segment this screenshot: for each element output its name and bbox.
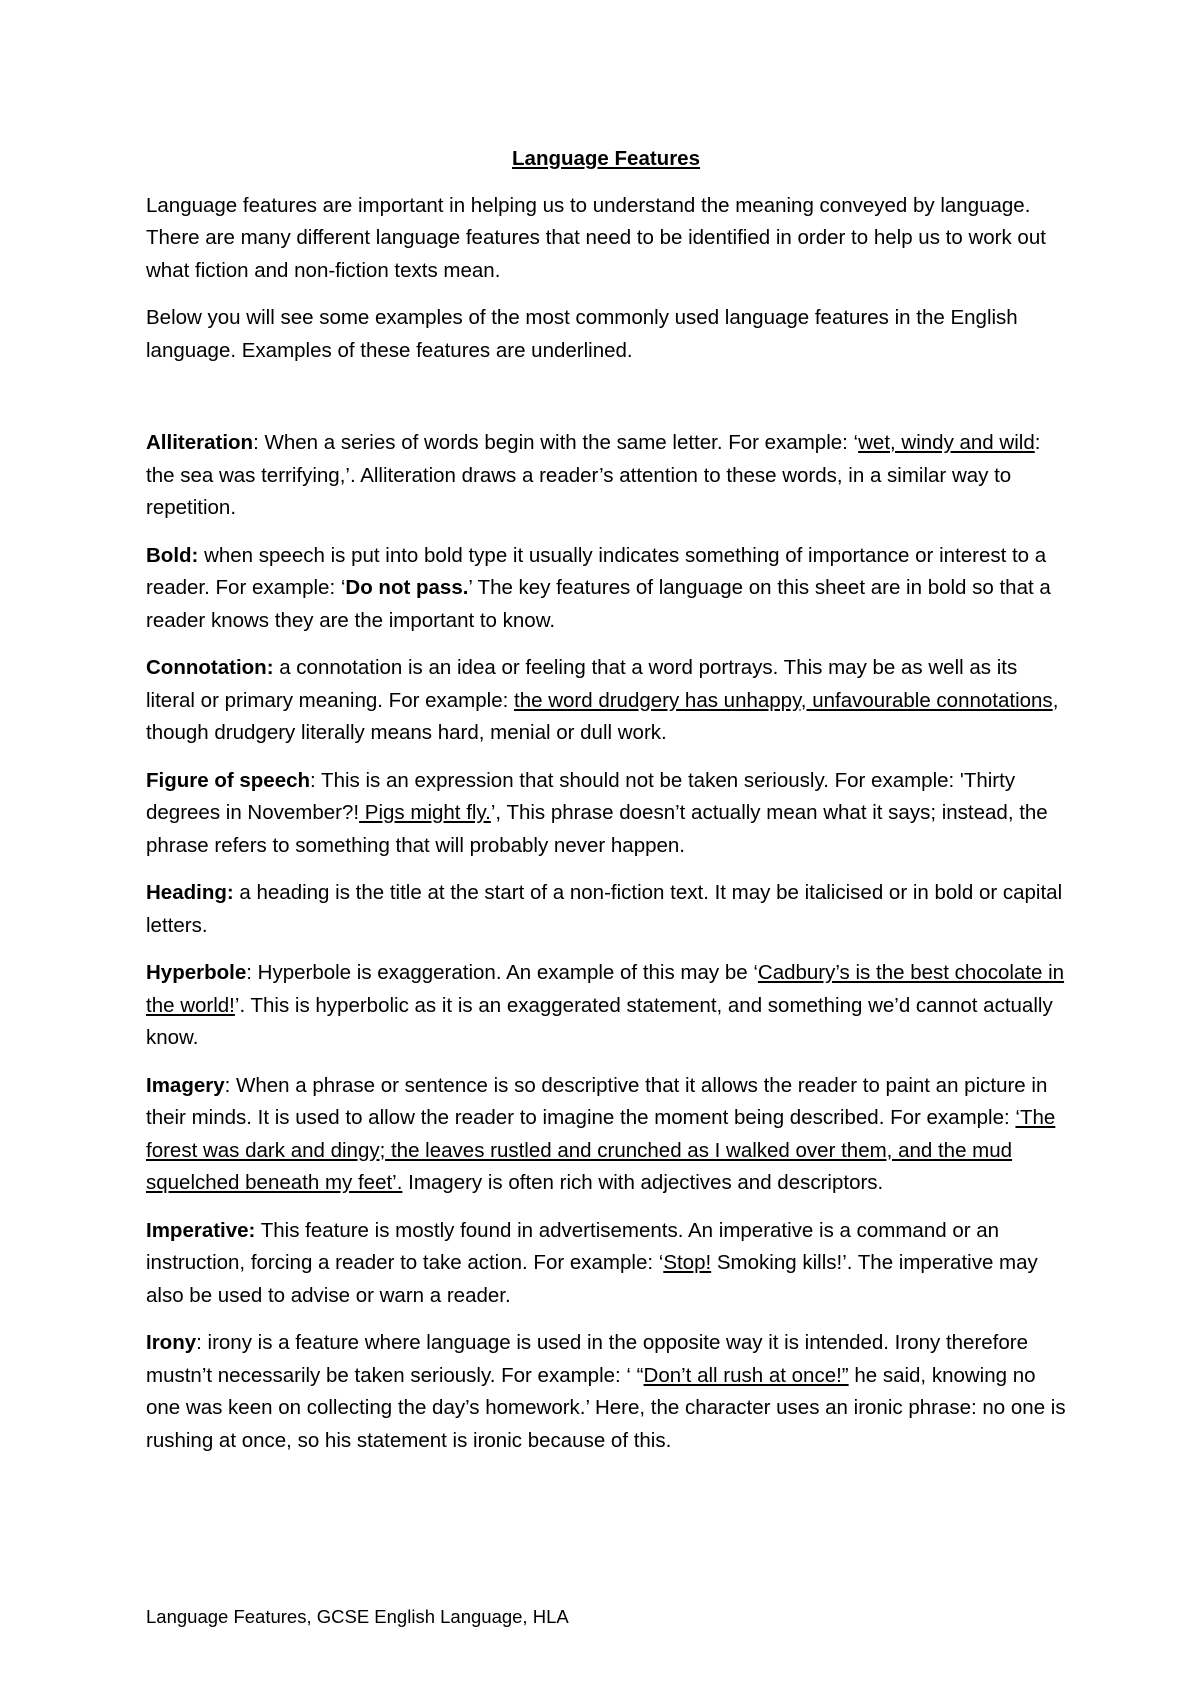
- underlined-example: the word drudgery has unhappy, unfavourable connotations: [514, 688, 1053, 712]
- entry-heading: [146, 877, 1066, 942]
- entry-text: ’, This phrase doesn’t actually mean what it says; instead, the phrase refers to something that will probably never happen.: [146, 801, 1048, 857]
- entry-text: : Hyperbole is exaggeration. An example of this may be ‘: [246, 961, 758, 984]
- underlined-example: Pigs might fly.: [359, 801, 491, 824]
- entry-figure-of-speech: [146, 765, 1066, 863]
- term-label: Irony: [146, 1331, 197, 1354]
- entry-text: when speech is put into bold type it usually indicates something of importance or interest to a reader. For example: ‘: [146, 543, 1047, 599]
- entry-connotation: [146, 652, 1066, 750]
- entry-text: Smoking kills!’. The imperative may also be used to advise or warn a reader.: [146, 1251, 1038, 1307]
- term-label: Imperative:: [146, 1218, 256, 1242]
- underlined-example: Stop!: [663, 1251, 712, 1274]
- spacer: [146, 382, 1066, 427]
- term-label: Imagery: [146, 1073, 225, 1097]
- entry-text: : the sea was terrifying,’. Alliteration draws a reader’s attention to these words, in a similar way to repetition.: [146, 431, 1041, 519]
- term-label: Alliteration: [146, 431, 254, 454]
- entry-text: This feature is mostly found in advertisements. An imperative is a command or an instruction, forcing a reader to take action. For example: ‘: [146, 1218, 1000, 1274]
- underlined-example: wet, windy and wild: [858, 431, 1035, 454]
- term-label: Connotation:: [146, 656, 274, 679]
- entry-text: : When a phrase or sentence is so descriptive that it allows the reader to paint an picture in their minds. It is used to allow the reader to imagine the moment being described. For example:: [146, 1073, 1048, 1129]
- entry-text: Imagery is often rich with adjectives and descriptors.: [402, 1171, 884, 1194]
- underlined-example: Cadbury’s is the best chocolate in the world!: [146, 961, 1065, 1017]
- entry-text: a connotation is an idea or feeling that a word portrays. This may be as well as its literal or primary meaning. For example:: [146, 656, 1018, 712]
- entry-hyperbole: [146, 957, 1066, 1055]
- entry-text: : When a series of words begin with the same letter. For example: ‘: [253, 431, 859, 454]
- entry-imagery: [146, 1070, 1066, 1200]
- entry-text: , though drudgery literally means hard, menial or dull work.: [146, 688, 1059, 744]
- entry-imperative: [146, 1215, 1066, 1313]
- entry-irony: [146, 1327, 1066, 1457]
- entry-text: ’. This is hyperbolic as it is an exaggerated statement, and something we’d cannot actually know.: [146, 993, 1053, 1049]
- term-label: Figure of speech: [146, 768, 311, 792]
- entry-text: : This is an expression that should not be taken seriously. For example: 'Thirty degrees in November?!: [146, 768, 1016, 824]
- term-label: Bold:: [146, 543, 199, 567]
- underlined-example: ‘The forest was dark and dingy; the leaves rustled and crunched as I walked over them, and the mud squelched beneath my feet’.: [146, 1106, 1056, 1194]
- entry-text: a heading is the title at the start of a non-fiction text. It may be italicised or in bold or capital letters.: [146, 881, 1063, 937]
- entry-text: he said, knowing no one was keen on collecting the day’s homework.’ Here, the character uses an ironic phrase: no one is rushing at once, so his statement is ironic because of this.: [146, 1363, 1066, 1452]
- intro-paragraph: Language features are important in helping us to understand the meaning conveyed by language. There are many different language features that need to be identified in order to help us to work out what fiction and non-fiction texts mean.: [146, 193, 1046, 282]
- term-label: Heading:: [146, 881, 234, 904]
- intro-paragraph-2: Below you will see some examples of the most commonly used language features in the English language. Examples of these features are underlined.: [146, 306, 1018, 362]
- underlined-example: Don’t all rush at once!”: [643, 1363, 849, 1387]
- entry-bold: [146, 540, 1066, 638]
- term-label: Hyperbole: [146, 961, 247, 984]
- entry-text: : irony is a feature where language is used in the opposite way it is intended. Irony therefore mustn’t necessarily be taken seriously. For example: ‘ “: [146, 1331, 1029, 1387]
- page-title: Language Features: [512, 147, 700, 170]
- bold-example: Do not pass.: [345, 576, 469, 599]
- document-body: [146, 143, 1066, 1472]
- entry-text: ’ The key features of language on this sheet are in bold so that a reader knows they are the important to know.: [146, 576, 1051, 632]
- entry-alliteration: [146, 427, 1066, 525]
- page-footer: Language Features, GCSE English Language, HLA: [146, 1606, 569, 1627]
